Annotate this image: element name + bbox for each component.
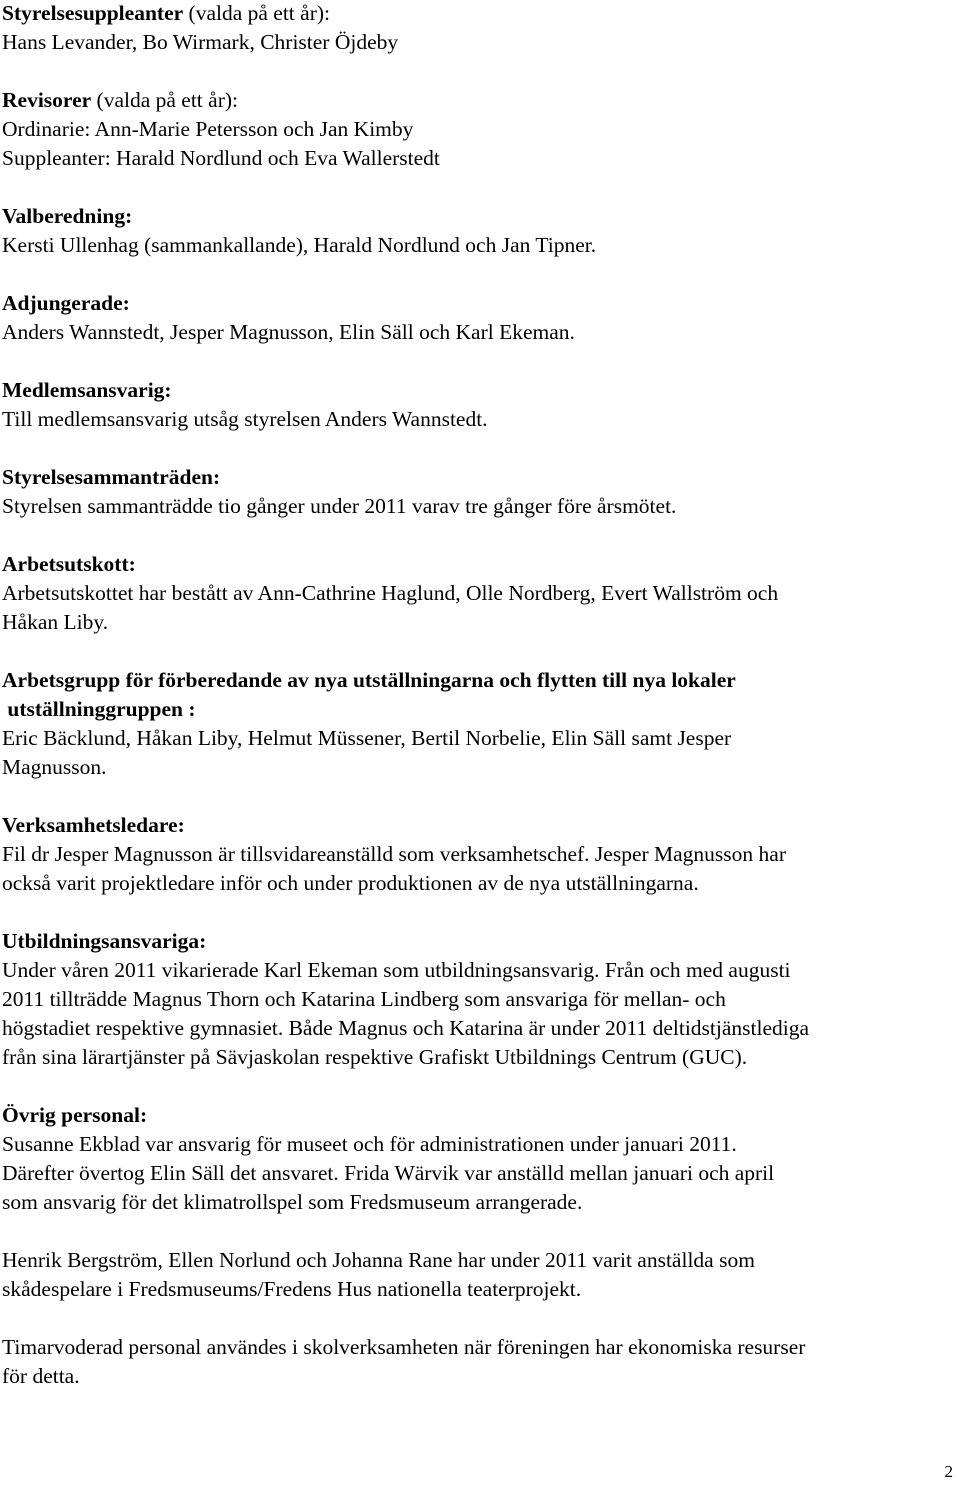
- section-text: Hans Levander, Bo Wirmark, Christer Öjdeby: [2, 30, 399, 54]
- section-heading: Styrelsesammanträden:: [2, 465, 221, 489]
- section-heading: Utbildningsansvariga:: [2, 929, 207, 953]
- section-text-line: 2011 tillträdde Magnus Thorn och Katarina Lindberg som ansvariga för mellan- och: [2, 987, 726, 1011]
- section-styrelsesammantraden: [2, 463, 952, 521]
- section-adjungerade: [2, 289, 952, 347]
- section-arbetsgrupp: [2, 666, 952, 782]
- section-text-line: Under våren 2011 vikarierade Karl Ekeman som utbildningsansvarig. Från och med augusti: [2, 958, 791, 982]
- section-text-line: Arbetsutskottet har bestått av Ann-Cathrine Haglund, Olle Nordberg, Evert Wallström och: [2, 581, 779, 605]
- section-text-line: Eric Bäcklund, Håkan Liby, Helmut Müssener, Bertil Norbelie, Elin Säll samt Jesper: [2, 726, 732, 750]
- section-valberedning: [2, 202, 952, 260]
- document-page: [2, 0, 952, 1391]
- section-heading-line: Arbetsgrupp för förberedande av nya utställningarna och flytten till nya lokaler: [2, 668, 736, 692]
- section-heading: [2, 86, 952, 115]
- section-text-line: för detta.: [2, 1364, 80, 1388]
- section-heading: Arbetsutskott:: [2, 552, 136, 576]
- section-utbildningsansvariga: [2, 927, 952, 1072]
- heading-text: Styrelsesuppleanter: [2, 1, 184, 25]
- section-text-line: Suppleanter: Harald Nordlund och Eva Wallerstedt: [2, 146, 440, 170]
- section-revisorer: [2, 86, 952, 173]
- section-heading: Övrig personal:: [2, 1103, 148, 1127]
- section-heading: Medlemsansvarig:: [2, 378, 172, 402]
- section-text-line: Timarvoderad personal användes i skolverksamheten när föreningen har ekonomiska resurser: [2, 1335, 806, 1359]
- section-text-line: Magnusson.: [2, 755, 107, 779]
- section-arbetsutskott: [2, 550, 952, 637]
- page-number: 2: [944, 1462, 953, 1481]
- section-text-line: Ordinarie: Ann-Marie Petersson och Jan Kimby: [2, 117, 414, 141]
- section-text: Till medlemsansvarig utsåg styrelsen Anders Wannstedt.: [2, 407, 488, 431]
- section-text: Kersti Ullenhag (sammankallande), Harald Nordlund och Jan Tipner.: [2, 233, 597, 257]
- section-medlemsansvarig: [2, 376, 952, 434]
- section-heading-line: utställninggruppen :: [2, 697, 196, 721]
- section-text-line: också varit projektledare inför och under produktionen av de nya utställningarna.: [2, 871, 699, 895]
- section-text-line: som ansvarig för det klimatrollspel som Fredsmuseum arrangerade.: [2, 1190, 583, 1214]
- section-heading: [2, 0, 952, 28]
- section-text-line: Fil dr Jesper Magnusson är tillsvidareanställd som verksamhetschef. Jesper Magnusson har: [2, 842, 786, 866]
- section-heading: Valberedning:: [2, 204, 133, 228]
- section-styrelsesuppleanter: [2, 0, 952, 57]
- section-ovrig-personal: [2, 1101, 952, 1391]
- section-verksamhetsledare: [2, 811, 952, 898]
- section-text-line: Håkan Liby.: [2, 610, 109, 634]
- section-text-line: från sina lärartjänster på Sävjaskolan respektive Grafiskt Utbildnings Centrum (GUC).: [2, 1045, 748, 1069]
- section-heading: Verksamhetsledare:: [2, 813, 185, 837]
- heading-note: (valda på ett år):: [183, 1, 330, 25]
- heading-text: Revisorer: [2, 88, 92, 112]
- section-text-line: högstadiet respektive gymnasiet. Både Magnus och Katarina är under 2011 deltidstjänstlediga: [2, 1016, 810, 1040]
- section-text-line: Därefter övertog Elin Säll det ansvaret. Frida Wärvik var anställd mellan januari och april: [2, 1161, 775, 1185]
- section-text: Styrelsen sammanträdde tio gånger under 2011 varav tre gånger före årsmötet.: [2, 494, 677, 518]
- section-text-line: Susanne Ekblad var ansvarig för museet och för administrationen under januari 2011.: [2, 1132, 737, 1156]
- section-heading: Adjungerade:: [2, 291, 130, 315]
- heading-note: (valda på ett år):: [91, 88, 238, 112]
- section-text: Anders Wannstedt, Jesper Magnusson, Elin Säll och Karl Ekeman.: [2, 320, 575, 344]
- section-text-line: Henrik Bergström, Ellen Norlund och Johanna Rane har under 2011 varit anställda som: [2, 1248, 755, 1272]
- section-text-line: skådespelare i Fredsmuseums/Fredens Hus nationella teaterprojekt.: [2, 1277, 582, 1301]
